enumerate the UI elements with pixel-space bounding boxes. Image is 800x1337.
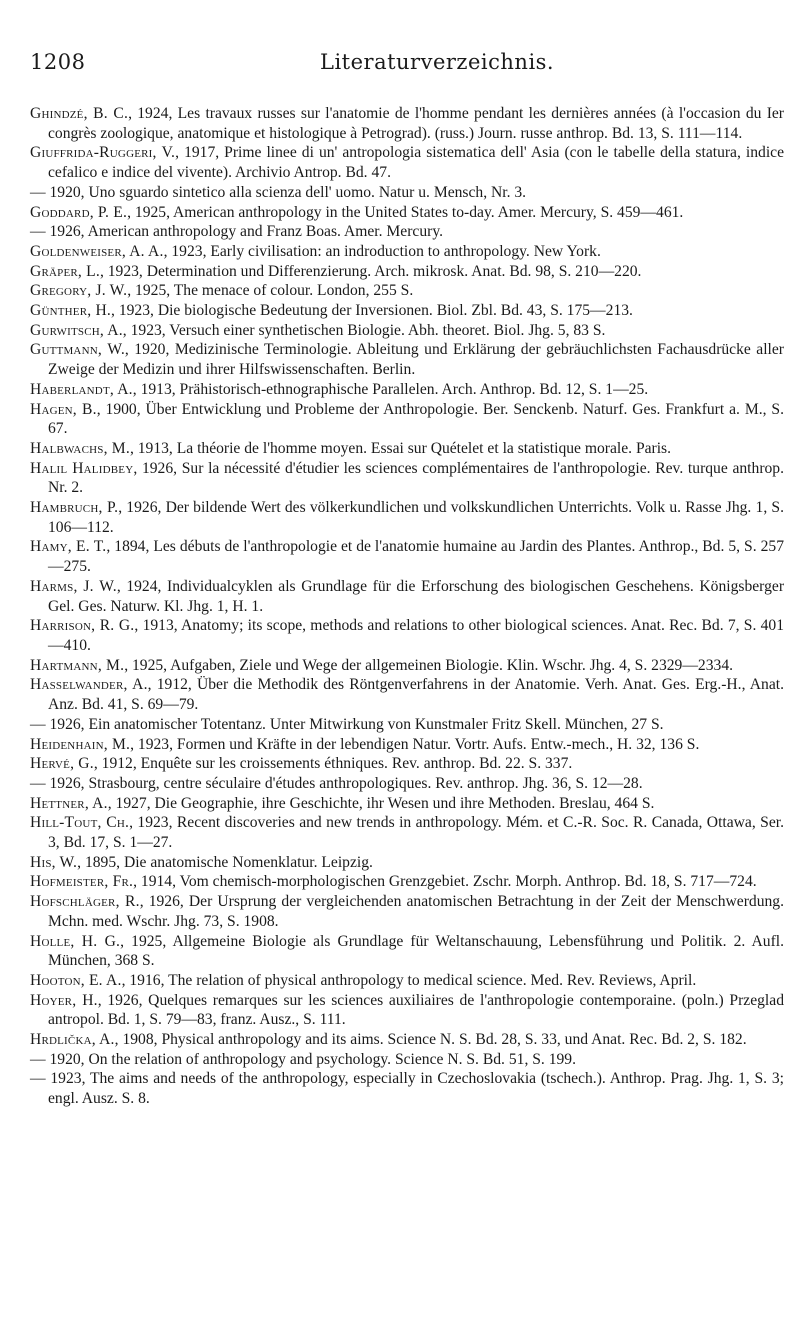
- entry-text: , 1923, Determination und Differenzierung. Arch. mikrosk. Anat. Bd. 98, S. 210—220.: [99, 262, 642, 280]
- entry-text: , 1916, The relation of physical anthropology to medical science. Med. Rev. Reviews, April.: [121, 971, 697, 989]
- bibliography-entry: [30, 616, 784, 655]
- bibliography-entry: [30, 439, 784, 459]
- entry-author: Hofschläger, R.: [30, 893, 140, 911]
- entry-author: Holle, H. G.: [30, 932, 121, 950]
- entry-author: Guttmann, W.: [30, 341, 125, 359]
- entry-author: Gräper, L.: [30, 262, 100, 280]
- entry-text: — 1926, Strasbourg, centre séculaire d'études anthropologiques. Rev. anthrop. Jhg. 36, S. 12—28.: [30, 774, 643, 792]
- entry-author: Hamy, E. T.: [30, 538, 107, 556]
- bibliography-entry: [30, 262, 784, 282]
- bibliography-entry: [30, 222, 784, 242]
- bibliography-entry: [30, 537, 784, 576]
- entry-text: — 1920, On the relation of anthropology and psychology. Science N. S. Bd. 51, S. 199.: [30, 1050, 577, 1068]
- entry-author: Halbwachs, M.: [30, 439, 130, 457]
- entry-author: Günther, H.: [30, 302, 112, 320]
- entry-text: , 1908, Physical anthropology and its aims. Science N. S. Bd. 28, S. 33, und Anat. Rec. Bd. 2, S. 182.: [114, 1031, 747, 1049]
- entry-text: , 1926, Sur la nécessité d'étudier les sciences complémentaires de l'anthropologie. Rev. turque anthrop. Nr. 2.: [48, 459, 784, 497]
- entry-author: Harms, J. W.: [30, 577, 117, 595]
- entry-text: , 1925, Aufgaben, Ziele und Wege der allgemeinen Biologie. Klin. Wschr. Jhg. 4, S. 2329—2334.: [124, 656, 734, 674]
- entry-text: — 1923, The aims and needs of the anthropology, especially in Czechoslovakia (tschech.). Anthrop. Prag. Jhg. 1, S. 3; engl. Ausz. S. 8.: [30, 1070, 784, 1108]
- entry-author: Hervé, G.: [30, 755, 94, 773]
- entry-author: His, W.: [30, 853, 78, 871]
- bibliography-entry: [30, 971, 784, 991]
- bibliography-entry: [30, 932, 784, 971]
- bibliography-entry: [30, 577, 784, 616]
- entry-text: , 1925, American anthropology in the United States to-day. Amer. Mercury, S. 459—461.: [127, 203, 684, 221]
- entry-text: — 1926, American anthropology and Franz Boas. Amer. Mercury.: [30, 223, 443, 241]
- entry-text: , 1924, Les travaux russes sur l'anatomie de l'homme pendant les dernières années (à l'occasion du Ier congrès zoologique, anatomique et histologique à Petrograd). (russ.) Journ. russe anthrop. Bd. 13, S. 111—114.: [48, 105, 785, 142]
- entry-text: — 1920, Uno sguardo sintetico alla scienza dell' uomo. Natur u. Mensch, Nr. 3.: [30, 183, 527, 201]
- entry-author: Ghindzé, B. C.: [30, 105, 129, 122]
- entry-author: Halil Halidbey: [30, 459, 134, 477]
- bibliography-entry: [30, 1030, 784, 1050]
- entry-author: Hasselwander, A.: [30, 676, 148, 694]
- bibliography-entry: [30, 498, 784, 537]
- entry-author: Heidenhain, M.: [30, 735, 131, 753]
- entry-text: — 1926, Ein anatomischer Totentanz. Unter Mitwirkung von Kunstmaler Fritz Skell. München, 27 S.: [30, 715, 664, 733]
- bibliography-entry: [30, 203, 784, 223]
- entry-text: , 1913, La théorie de l'homme moyen. Essai sur Quételet et la statistique morale. Paris.: [129, 439, 672, 457]
- entry-text: , 1913, Anatomy; its scope, methods and relations to other biological sciences. Anat. Rec. Bd. 7, S. 401—410.: [48, 617, 785, 654]
- bibliography-entry: [30, 872, 784, 892]
- bibliography-entry: [30, 281, 784, 301]
- entry-author: Hagen, B.: [30, 400, 97, 418]
- bibliography-entry: [30, 1069, 784, 1108]
- bibliography-entry: [30, 183, 784, 203]
- entry-author: Hill-Tout, Ch.: [30, 814, 130, 832]
- bibliography-entry: [30, 143, 784, 182]
- entry-text: , 1923, Recent discoveries and new trends in anthropology. Mém. et C.-R. Soc. R. Canada, Ottawa, Ser. 3, Bd. 17, S. 1—27.: [48, 814, 784, 852]
- entry-author: Hrdlička, A.: [30, 1031, 115, 1049]
- entry-text: , 1913, Prähistorisch-ethnographische Parallelen. Arch. Anthrop. Bd. 12, S. 1—25.: [132, 380, 649, 398]
- entry-text: , 1926, Quelques remarques sur les sciences auxiliaires de l'anthropologie contemporaine. (poln.) Przeglad antropol. Bd. 1, S. 79—83, franz. Ausz., S. 111.: [48, 991, 784, 1029]
- bibliography-entry: [30, 1050, 784, 1070]
- entry-text: , 1923, Die biologische Bedeutung der Inversionen. Biol. Zbl. Bd. 43, S. 175—213.: [111, 302, 633, 320]
- page-number: 1208: [30, 50, 86, 74]
- entry-text: , 1926, Der Ursprung der vergleichenden anatomischen Betrachtung in der Zeit der Menschwerdung. Mchn. med. Wschr. Jhg. 73, S. 1908.: [48, 893, 784, 930]
- bibliography-entry: [30, 735, 784, 755]
- entry-author: Hambruch, P.: [30, 499, 119, 517]
- entry-text: , 1923, Formen und Kräfte in der lebendigen Natur. Vortr. Aufs. Entw.-mech., H. 32, 136 S.: [130, 735, 700, 753]
- bibliography-entry: [30, 675, 784, 714]
- entry-author: Gregory, J. W.: [30, 282, 128, 300]
- bibliography-list: [30, 104, 784, 1109]
- bibliography-entry: [30, 715, 784, 735]
- bibliography-entry: [30, 656, 784, 676]
- entry-author: Hartmann, M.: [30, 656, 125, 674]
- entry-text: , 1912, Über die Methodik des Röntgenverfahrens in der Anatomie. Verh. Anat. Ges. Erg.-H., Anat. Anz. Bd. 41, S. 69—79.: [48, 676, 784, 714]
- bibliography-entry: [30, 892, 784, 931]
- entry-text: , 1894, Les débuts de l'anthropologie et de l'anatomie humaine au Jardin des Plantes. Anthrop., Bd. 5, S. 257—275.: [48, 538, 784, 576]
- bibliography-entry: [30, 321, 784, 341]
- bibliography-entry: [30, 242, 784, 262]
- entry-author: Haberlandt, A.: [30, 380, 133, 398]
- bibliography-entry: [30, 380, 784, 400]
- bibliography-entry: [30, 754, 784, 774]
- bibliography-entry: [30, 340, 784, 379]
- entry-author: Harrison, R. G.: [30, 617, 135, 635]
- entry-author: Hooton, E. A.: [30, 971, 122, 989]
- bibliography-entry: [30, 813, 784, 852]
- entry-author: Giuffrida-Ruggeri, V.: [30, 144, 176, 162]
- entry-text: , 1926, Der bildende Wert des völkerkundlichen und volkskundlichen Unterrichts. Volk u. Rasse Jhg. 1, S. 106—112.: [48, 499, 784, 536]
- bibliography-entry: [30, 853, 784, 873]
- bibliography-entry: [30, 301, 784, 321]
- entry-author: Hettner, A.: [30, 794, 108, 812]
- entry-text: , 1923, Versuch einer synthetischen Biologie. Abh. theoret. Biol. Jhg. 5, 83 S.: [122, 321, 606, 339]
- entry-text: , 1920, Medizinische Terminologie. Ableitung und Erklärung der gebräuchlichsten Fachausdrücke aller Zweige der Medizin und ihrer Hilfswissenschaften. Berlin.: [48, 341, 784, 379]
- bibliography-entry: [30, 991, 784, 1030]
- entry-text: , 1925, Allgemeine Biologie als Grundlage für Weltanschauung, Lebensführung und Politik. 2. Aufl. München, 368 S.: [48, 932, 784, 970]
- entry-text: , 1925, The menace of colour. London, 255 S.: [127, 282, 414, 300]
- entry-text: , 1923, Early civilisation: an indroduction to anthropology. New York.: [163, 242, 601, 260]
- running-head: Literaturverzeichnis.: [320, 50, 555, 74]
- bibliography-entry: [30, 459, 784, 498]
- entry-author: Hoyer, H.: [30, 991, 98, 1009]
- bibliography-entry: [30, 104, 784, 143]
- bibliography-entry: [30, 794, 784, 814]
- entry-author: Goldenweiser, A. A.: [30, 242, 164, 260]
- entry-author: Hofmeister, Fr.: [30, 873, 134, 891]
- entry-text: , 1927, Die Geographie, ihre Geschichte, ihr Wesen und ihre Methoden. Breslau, 464 S.: [107, 794, 655, 812]
- page-header: [30, 50, 770, 84]
- entry-text: , 1914, Vom chemisch-morphologischen Grenzgebiet. Zschr. Morph. Anthrop. Bd. 18, S. 717—724.: [133, 873, 757, 891]
- entry-text: , 1924, Individualcyklen als Grundlage für die Erforschung des biologischen Geschehens. Königsberger Gel. Ges. Naturw. Kl. Jhg. 1, H. 1.: [48, 577, 785, 615]
- entry-text: , 1895, Die anatomische Nomenklatur. Leipzig.: [77, 853, 373, 871]
- bibliography-entry: [30, 400, 784, 439]
- entry-text: , 1912, Enquête sur les croissements éthniques. Rev. anthrop. Bd. 22. S. 337.: [93, 755, 573, 773]
- bibliography-entry: [30, 774, 784, 794]
- entry-author: Goddard, P. E.: [30, 203, 128, 221]
- entry-author: Gurwitsch, A.: [30, 321, 123, 339]
- entry-text: , 1917, Prime linee di un' antropologia sistematica dell' Asia (con le tabelle della statura, indice cefalico e indice del vivente). Archivio Antrop. Bd. 47.: [48, 144, 785, 182]
- entry-text: , 1900, Über Entwicklung und Probleme der Anthropologie. Ber. Senckenb. Naturf. Ges. Frankfurt a. M., S. 67.: [48, 400, 784, 438]
